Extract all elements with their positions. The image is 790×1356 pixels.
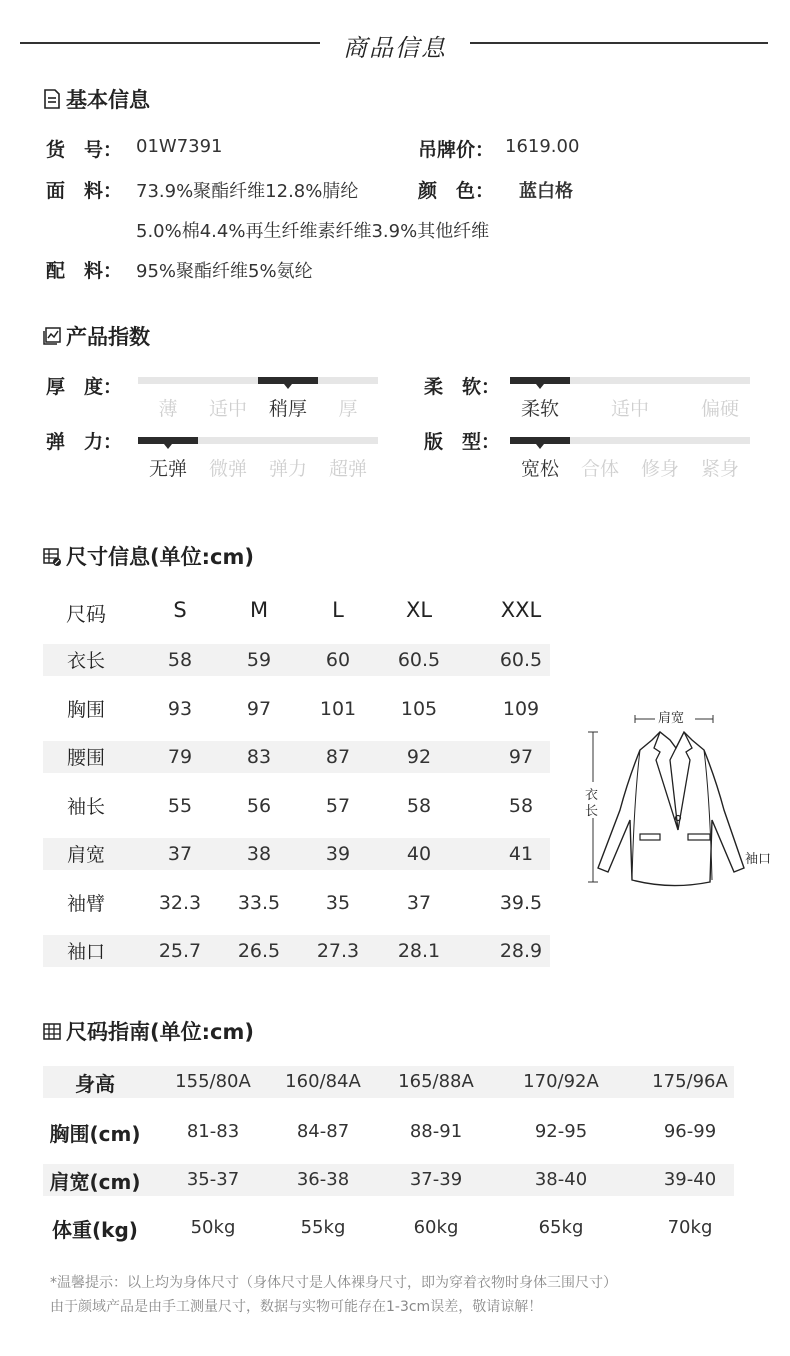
guide-table-cell: 96-99 — [663, 1121, 717, 1142]
size-table-cell: 92 — [406, 746, 432, 768]
size-table-cell: 55 — [167, 794, 193, 817]
guide-table-cell: 170/92A — [523, 1071, 599, 1092]
size-table-cell: 60.5 — [499, 649, 543, 671]
size-table-cell: 33.5 — [237, 891, 281, 914]
size-table-cell: 26.5 — [237, 940, 281, 962]
guide-row-label: 身高 — [75, 1072, 115, 1096]
size-table-cell: 109 — [502, 697, 540, 720]
size-table-cell: 58 — [508, 794, 534, 817]
product-index-heading — [42, 321, 150, 351]
elasticity-option: 超弹 — [328, 458, 367, 480]
size-row-label: 袖长 — [66, 795, 105, 818]
page-title: 商品信息 — [343, 34, 447, 62]
fabric-value-line1: 73.9%聚酯纤维12.8%腈纶 — [136, 181, 359, 202]
guide-table-cell: 50kg — [190, 1217, 236, 1238]
guide-row-label: 体重(kg) — [52, 1218, 138, 1242]
size-table-cell: 105 — [400, 697, 438, 720]
thickness-option: 厚 — [338, 398, 358, 420]
trim-label: 配 料： — [46, 260, 123, 282]
size-header-l: L — [332, 598, 344, 622]
guide-row-label: 肩宽(cm) — [49, 1170, 141, 1194]
guide-table-cell: 37-39 — [409, 1169, 463, 1190]
guide-table-cell: 39-40 — [663, 1169, 717, 1190]
thickness-pointer — [284, 384, 292, 389]
product-index-title: 产品指数 — [66, 325, 150, 349]
color-label: 颜 色： — [418, 180, 495, 202]
ruler-table-icon — [42, 546, 62, 566]
size-row-label: 肩宽 — [66, 844, 105, 866]
guide-table-cell: 155/80A — [175, 1071, 251, 1092]
size-table-cell: 27.3 — [316, 940, 360, 962]
thickness-marker — [258, 377, 318, 384]
guide-table-cell: 70kg — [667, 1217, 713, 1238]
elasticity-marker — [138, 437, 198, 444]
size-table-cell: 60.5 — [397, 649, 441, 671]
thickness-option: 薄 — [158, 398, 178, 420]
elasticity-label: 弹 力： — [46, 431, 123, 453]
fit-option: 修身 — [640, 458, 679, 480]
chart-icon — [42, 326, 62, 346]
size-header-s: S — [173, 598, 187, 622]
size-table-cell: 40 — [406, 843, 432, 865]
diagram-cuff-label: 袖口 — [745, 852, 772, 867]
guide-table-cell: 36-38 — [296, 1169, 350, 1190]
guide-table-cell: 35-37 — [186, 1169, 240, 1190]
size-table-corner: 尺码 — [66, 602, 106, 626]
size-row-label: 腰围 — [66, 747, 105, 769]
size-table-cell: 79 — [167, 746, 193, 768]
guide-table-cell: 65kg — [538, 1217, 584, 1238]
fit-option: 紧身 — [700, 458, 739, 480]
size-table-cell: 97 — [246, 697, 272, 720]
softness-pointer — [536, 384, 544, 389]
color-value: 蓝白格 — [519, 181, 573, 202]
tag-price-value: 1619.00 — [505, 136, 580, 157]
document-icon — [42, 89, 62, 109]
jacket-diagram — [580, 700, 780, 900]
size-table-cell: 39 — [325, 843, 351, 865]
size-info-title: 尺寸信息(单位:cm) — [66, 545, 254, 569]
elasticity-scale — [138, 437, 378, 444]
size-info-heading — [42, 541, 254, 571]
fit-option-selected: 宽松 — [520, 458, 559, 480]
item-no-label: 货 号： — [46, 139, 123, 161]
size-table-cell: 28.1 — [397, 940, 441, 962]
elasticity-option-selected: 无弹 — [148, 458, 187, 480]
fit-scale — [510, 437, 750, 444]
size-table-cell: 32.3 — [158, 891, 202, 914]
tag-price-label: 吊牌价： — [418, 139, 495, 161]
size-table-cell: 58 — [167, 649, 193, 671]
fit-option: 合体 — [580, 458, 619, 480]
guide-table-cell: 88-91 — [409, 1121, 463, 1142]
size-table-cell: 93 — [167, 697, 193, 720]
size-table-cell: 37 — [167, 843, 193, 865]
fit-marker — [510, 437, 570, 444]
size-table-cell: 60 — [325, 649, 351, 671]
softness-option: 偏硬 — [700, 398, 739, 420]
size-table-cell: 97 — [508, 746, 534, 768]
softness-option: 适中 — [610, 398, 649, 420]
size-table-cell: 28.9 — [499, 940, 543, 962]
softness-marker — [510, 377, 570, 384]
size-guide-title: 尺码指南(单位:cm) — [66, 1020, 254, 1044]
size-row-label: 胸围 — [66, 698, 105, 721]
softness-scale — [510, 377, 750, 384]
fabric-label: 面 料： — [46, 180, 123, 202]
size-table-cell: 101 — [319, 697, 357, 720]
elasticity-option: 弹力 — [268, 458, 307, 480]
fit-pointer — [536, 444, 544, 449]
size-header-xl: XL — [405, 598, 433, 622]
size-table-cell: 87 — [325, 746, 351, 768]
size-table-cell: 38 — [246, 843, 272, 865]
trim-value: 95%聚酯纤维5%氨纶 — [136, 261, 313, 282]
thickness-option-selected: 稍厚 — [268, 398, 307, 420]
thickness-option: 适中 — [208, 398, 247, 420]
size-row-label: 袖臂 — [66, 892, 105, 915]
guide-table-cell: 165/88A — [398, 1071, 474, 1092]
thickness-label: 厚 度： — [46, 376, 123, 398]
size-table-cell: 83 — [246, 746, 272, 768]
diagram-shoulder-label: 肩宽 — [658, 711, 685, 726]
size-table-cell: 37 — [406, 891, 432, 914]
thickness-scale — [138, 377, 378, 384]
item-no-value: 01W7391 — [136, 136, 223, 157]
size-row-label: 衣长 — [66, 650, 105, 672]
guide-table-cell: 92-95 — [534, 1121, 588, 1142]
grid-table-icon — [42, 1021, 62, 1041]
guide-table-cell: 38-40 — [534, 1169, 588, 1190]
elasticity-option: 微弹 — [208, 458, 247, 480]
size-row-label: 袖口 — [66, 941, 105, 963]
size-table-cell: 25.7 — [158, 940, 202, 962]
softness-option-selected: 柔软 — [520, 398, 559, 420]
guide-table-cell: 160/84A — [285, 1071, 361, 1092]
size-header-xxl: XXL — [500, 598, 542, 622]
size-table-cell: 39.5 — [499, 891, 543, 914]
diagram-length-label: 衣长 — [585, 788, 599, 819]
basic-info-heading — [42, 84, 150, 114]
size-table-cell: 58 — [406, 794, 432, 817]
fit-label: 版 型： — [424, 431, 501, 453]
elasticity-pointer — [164, 444, 172, 449]
guide-table-cell: 55kg — [300, 1217, 346, 1238]
note-line-1: *温馨提示：以上均为身体尺寸（身体尺寸是人体裸身尺寸，即为穿着衣物时身体三围尺寸） — [50, 1275, 617, 1291]
note-line-2: 由于颜域产品是由手工测量尺寸，数据与实物可能存在1-3cm误差，敬请谅解！ — [50, 1299, 543, 1315]
size-table-cell: 56 — [246, 794, 272, 817]
size-table-cell: 59 — [246, 649, 272, 671]
basic-info-title: 基本信息 — [66, 88, 150, 112]
title-line-right — [470, 42, 768, 44]
guide-table-cell: 81-83 — [186, 1121, 240, 1142]
size-table-cell: 35 — [325, 891, 351, 914]
size-table-cell: 41 — [508, 843, 534, 865]
size-guide-heading — [42, 1016, 254, 1046]
size-header-m: M — [249, 598, 269, 622]
size-table-cell: 57 — [325, 794, 351, 817]
guide-row-label: 胸围(cm) — [49, 1122, 141, 1146]
guide-table-cell: 60kg — [413, 1217, 459, 1238]
guide-table-cell: 175/96A — [652, 1071, 728, 1092]
softness-label: 柔 软： — [424, 376, 501, 398]
fabric-value-line2: 5.0%棉4.4%再生纤维素纤维3.9%其他纤维 — [136, 221, 490, 242]
guide-table-cell: 84-87 — [296, 1121, 350, 1142]
